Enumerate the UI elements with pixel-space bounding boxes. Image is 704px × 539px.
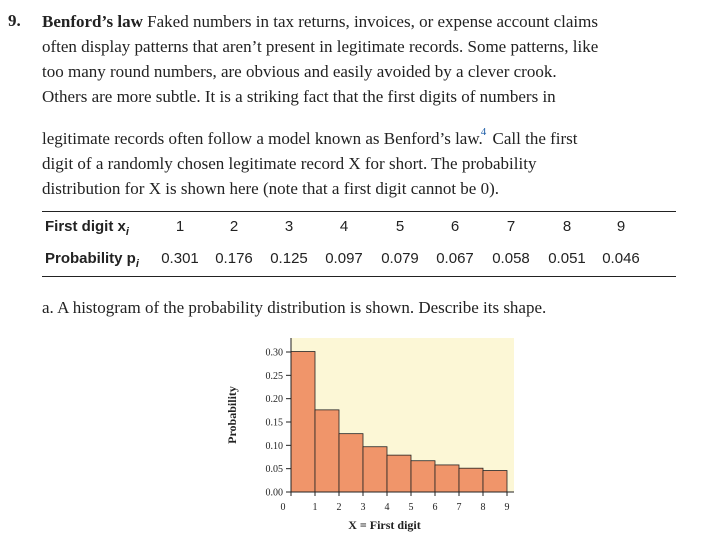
problem-title: Benford’s law bbox=[42, 12, 143, 31]
problem-line-7: distribution for X is shown here (note that a first digit cannot be 0). bbox=[42, 179, 500, 198]
y-tick-label: 0.25 bbox=[265, 370, 283, 382]
table-cell-digit: 9 bbox=[616, 218, 626, 235]
x-tick-label: 3 bbox=[360, 502, 366, 513]
x-tick-label: 4 bbox=[384, 502, 390, 513]
x-tick-label: 1 bbox=[312, 502, 318, 513]
table-header-digit-sub: i bbox=[125, 226, 129, 238]
problem-line-5-tail: Call the first bbox=[488, 129, 578, 148]
table-cell-prob: 0.301 bbox=[161, 250, 199, 267]
table-cell-digit: 4 bbox=[339, 218, 349, 235]
problem-number: 9. bbox=[8, 11, 21, 30]
table-cell-digit: 2 bbox=[229, 218, 239, 235]
y-tick-label: 0.20 bbox=[265, 394, 283, 406]
table-cell-prob: 0.058 bbox=[492, 250, 530, 267]
histogram-bar bbox=[387, 455, 411, 492]
y-tick-label: 0.10 bbox=[265, 440, 283, 452]
problem-line-5: legitimate records often follow a model known as Benford’s law. bbox=[42, 129, 483, 148]
problem-line-3: too many round numbers, are obvious and easily avoided by a clever crook. bbox=[42, 62, 557, 81]
histogram-bar bbox=[435, 465, 459, 492]
histogram-bar bbox=[411, 461, 435, 492]
x-tick-label: 0 bbox=[280, 502, 286, 513]
table-header-digit-text: First digit x bbox=[45, 218, 126, 235]
table-cell-digit: 7 bbox=[506, 218, 516, 235]
probability-table bbox=[42, 211, 676, 277]
table-row-probs bbox=[42, 250, 676, 274]
table-header-prob-text: Probability p bbox=[45, 250, 136, 267]
footnote-number[interactable]: 4 bbox=[480, 126, 487, 138]
y-tick-label: 0.30 bbox=[265, 347, 283, 359]
table-header-prob-sub: i bbox=[135, 258, 139, 270]
table-cell-prob: 0.079 bbox=[381, 250, 419, 267]
problem-line-1: Faked numbers in tax returns, invoices, or expense account claims bbox=[142, 12, 598, 31]
histogram-chart bbox=[222, 334, 522, 534]
table-cell-prob: 0.067 bbox=[436, 250, 474, 267]
table-cell-digit: 8 bbox=[562, 218, 572, 235]
table-cell-prob: 0.046 bbox=[602, 250, 640, 267]
table-cell-digit: 1 bbox=[175, 218, 185, 235]
problem-line-2: often display patterns that aren’t present in legitimate records. Some patterns, like bbox=[42, 37, 599, 56]
problem-paragraph-1 bbox=[42, 9, 682, 109]
histogram-bar bbox=[363, 447, 387, 492]
table-cell-prob: 0.097 bbox=[325, 250, 363, 267]
histogram-bar bbox=[315, 410, 339, 492]
table-cell-digit: 5 bbox=[395, 218, 405, 235]
y-tick-label: 0.00 bbox=[265, 487, 283, 499]
x-tick-label: 8 bbox=[480, 502, 486, 513]
table-cell-prob: 0.051 bbox=[548, 250, 586, 267]
histogram-bar bbox=[459, 468, 483, 492]
problem-line-4: Others are more subtle. It is a striking fact that the first digits of numbers in bbox=[42, 87, 556, 106]
table-cell-prob: 0.176 bbox=[215, 250, 253, 267]
y-tick-label: 0.05 bbox=[265, 464, 283, 476]
table-row-digits bbox=[42, 218, 676, 242]
x-tick-label: 9 bbox=[504, 502, 510, 513]
table-header-digit bbox=[45, 218, 129, 238]
table-cell-digit: 6 bbox=[450, 218, 460, 235]
x-tick-label: 5 bbox=[408, 502, 414, 513]
histogram-bar bbox=[339, 434, 363, 492]
problem-line-6: digit of a randomly chosen legitimate record X for short. The probability bbox=[42, 154, 537, 173]
histogram-bar bbox=[291, 352, 315, 492]
histogram-bar bbox=[483, 471, 507, 492]
part-a-question: a. A histogram of the probability distribution is shown. Describe its shape. bbox=[42, 298, 547, 317]
problem-paragraph-2 bbox=[42, 120, 682, 201]
x-tick-label: 7 bbox=[456, 502, 462, 513]
y-axis-label: Probability bbox=[225, 386, 239, 444]
x-tick-label: 6 bbox=[432, 502, 438, 513]
table-cell-digit: 3 bbox=[284, 218, 294, 235]
table-cell-prob: 0.125 bbox=[270, 250, 308, 267]
x-tick-label: 2 bbox=[336, 502, 342, 513]
y-tick-label: 0.15 bbox=[265, 417, 283, 429]
x-axis-label: X = First digit bbox=[348, 518, 421, 532]
table-header-prob bbox=[45, 250, 139, 270]
